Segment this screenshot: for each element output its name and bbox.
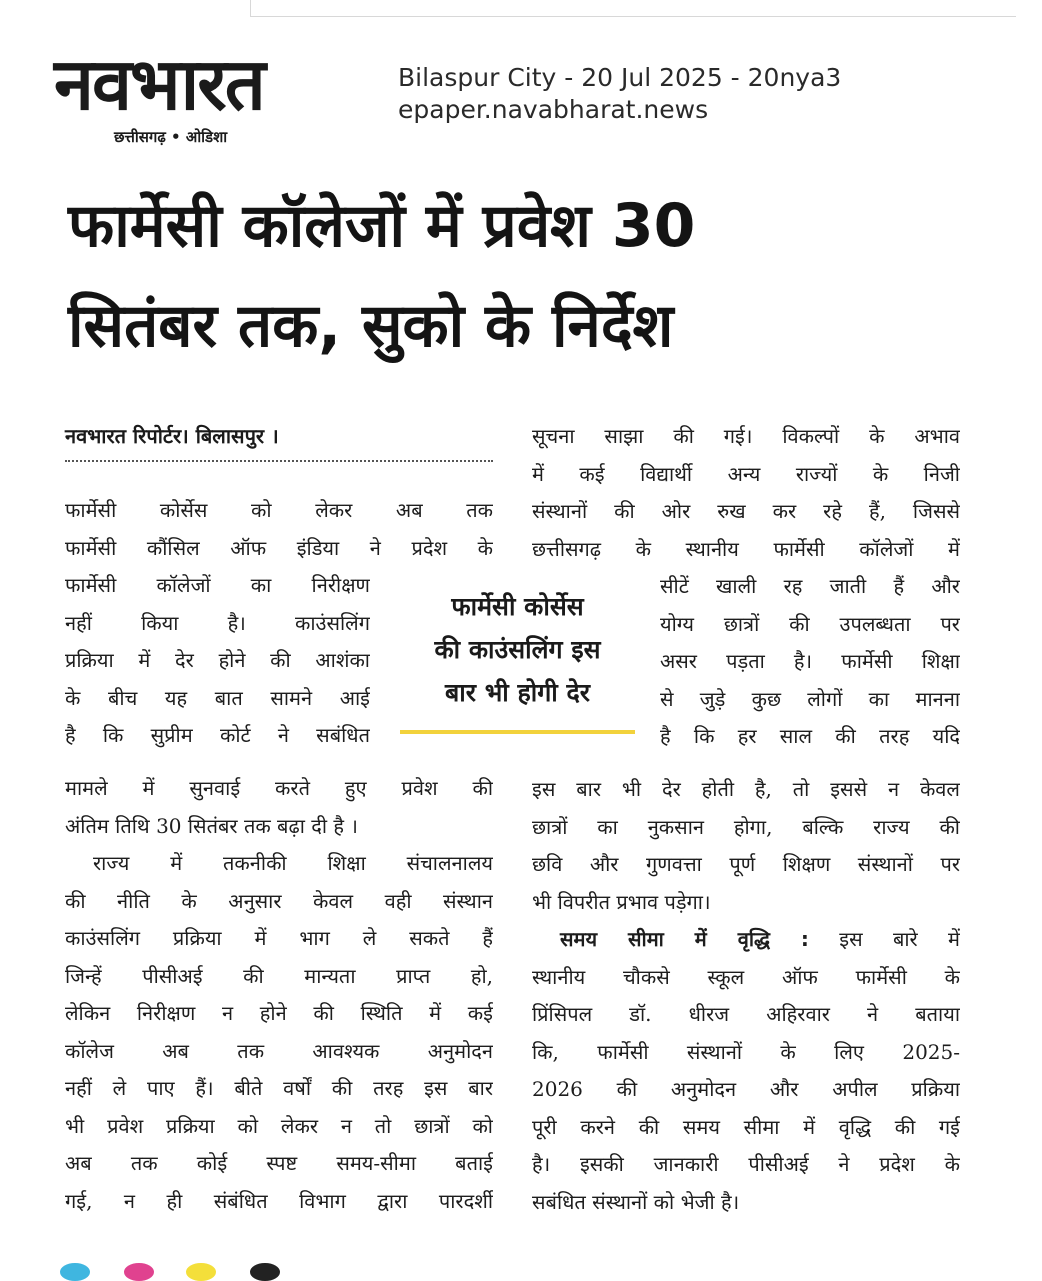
body-line: फार्मेसी कौंसिल ऑफ इंडिया ने प्रदेश के (65, 535, 493, 560)
body-line: योग्य छात्रों की उपलब्धता पर (660, 611, 960, 636)
body-line: स्थानीय चौकसे स्कूल ऑफ फार्मेसी के (532, 964, 960, 989)
body-line: असर पड़ता है। फार्मेसी शिक्षा (660, 649, 960, 673)
body-line: छात्रों का नुकसान होगा, बल्कि राज्य की (532, 814, 960, 839)
headline-line-1: फार्मेसी कॉलेजों में प्रवेश 30 (68, 191, 696, 261)
body-line: कि, फार्मेसी संस्थानों के लिए 2025- (532, 1039, 960, 1064)
body-line: काउंसलिंग प्रक्रिया में भाग ले सकते हैं (65, 926, 493, 950)
body-line: अंतिम तिथि 30 सितंबर तक बढ़ा दी है । (65, 813, 358, 838)
pull-quote-line: बार भी होगी देर (445, 678, 590, 707)
magenta-registration-mark (124, 1263, 154, 1281)
body-line: राज्य में तकनीकी शिक्षा संचालनालय (93, 851, 493, 875)
logo-text: नवभारत (54, 42, 264, 126)
pull-quote (400, 585, 635, 734)
body-line: है कि हर साल की तरह यदि (660, 724, 960, 748)
body-line: के बीच यह बात सामने आई (65, 685, 370, 710)
headline-line-2: सितंबर तक, सुको के निर्देश (68, 291, 674, 361)
yellow-registration-mark (186, 1263, 216, 1281)
left-column-wrap (65, 567, 370, 755)
body-line: फार्मेसी कॉलेजों का निरीक्षण (65, 573, 370, 597)
body-line: से जुड़े कुछ लोगों का मानना (660, 686, 960, 711)
body-line: भी विपरीत प्रभाव पड़ेगा। (532, 889, 711, 914)
pull-quote-line: की काउंसलिंग इस (434, 635, 601, 664)
body-line: में कई विद्यार्थी अन्य राज्यों के निजी (532, 461, 960, 486)
subhead-line (532, 921, 960, 959)
body-line: गई, न ही संबंधित विभाग द्वारा पारदर्शी (65, 1188, 493, 1213)
right-column-top (532, 418, 960, 568)
page-edge-line (250, 0, 1016, 17)
edition-line: Bilaspur City - 20 Jul 2025 - 20nya3 (398, 63, 842, 92)
body-line: कॉलेज अब तक आवश्यक अनुमोदन (65, 1038, 493, 1063)
body-line: पूरी करने की समय सीमा में वृद्धि की गई (532, 1114, 960, 1139)
masthead-logo (52, 42, 370, 150)
pull-quote-line: फार्मेसी कोर्सेस (451, 592, 584, 621)
body-line: की नीति के अनुसार केवल वही संस्थान (65, 888, 493, 913)
left-column-bottom (65, 770, 493, 1220)
right-column-wrap (660, 568, 960, 756)
site-url: epaper.navabharat.news (398, 95, 709, 124)
body-line: प्रिंसिपल डॉ. धीरज अहिरवार ने बताया (532, 1002, 960, 1026)
subhead: समय सीमा में वृद्धि : (560, 927, 809, 951)
left-column-top (65, 492, 493, 567)
body-line: भी प्रवेश प्रक्रिया को लेकर न तो छात्रों को (65, 1113, 493, 1138)
black-registration-mark (250, 1263, 280, 1281)
article-headline (68, 176, 968, 376)
right-column-bottom (532, 771, 960, 1221)
body-line: जिन्हें पीसीअई की मान्यता प्राप्त हो, (65, 963, 493, 988)
byline: नवभारत रिपोर्टर। बिलासपुर । (65, 420, 493, 462)
body-line: 2026 की अनुमोदन और अपील प्रक्रिया (532, 1077, 960, 1101)
body-line: है। इसकी जानकारी पीसीअई ने प्रदेश के (532, 1152, 960, 1176)
body-line: सूचना साझा की गई। विकल्पों के अभाव (532, 424, 960, 448)
body-line: अब तक कोई स्पष्ट समय-सीमा बताई (65, 1151, 493, 1175)
logo-subtitle: छत्तीसगढ़ • ओडिशा (114, 128, 228, 146)
body-line: नहीं किया है। काउंसलिंग (65, 610, 370, 635)
cyan-registration-mark (60, 1263, 90, 1281)
body-line: नहीं ले पाए हैं। बीते वर्षों की तरह इस बार (65, 1076, 493, 1100)
masthead-info (398, 62, 841, 126)
body-line: मामले में सुनवाई करते हुए प्रवेश की (65, 776, 493, 800)
body-line: लेकिन निरीक्षण न होने की स्थिति में कई (65, 1001, 493, 1025)
body-line: प्रक्रिया में देर होने की आशंका (65, 648, 370, 672)
body-line: सीटें खाली रह जाती हैं और (660, 574, 960, 598)
body-line: संस्थानों की ओर रुख कर रहे हैं, जिससे (532, 499, 960, 523)
subhead-rest: इस बारे में (839, 927, 960, 951)
body-line: छत्तीसगढ़ के स्थानीय फार्मेसी कॉलेजों में (532, 536, 960, 561)
body-line: छवि और गुणवत्ता पूर्ण शिक्षण संस्थानों पर (532, 852, 960, 876)
body-line: इस बार भी देर होती है, तो इससे न केवल (532, 777, 960, 801)
body-line: सबंधित संस्थानों को भेजी है। (532, 1189, 740, 1214)
body-line: फार्मेसी कोर्सेस को लेकर अब तक (65, 498, 493, 522)
body-line: है कि सुप्रीम कोर्ट ने सबंधित (65, 723, 370, 747)
